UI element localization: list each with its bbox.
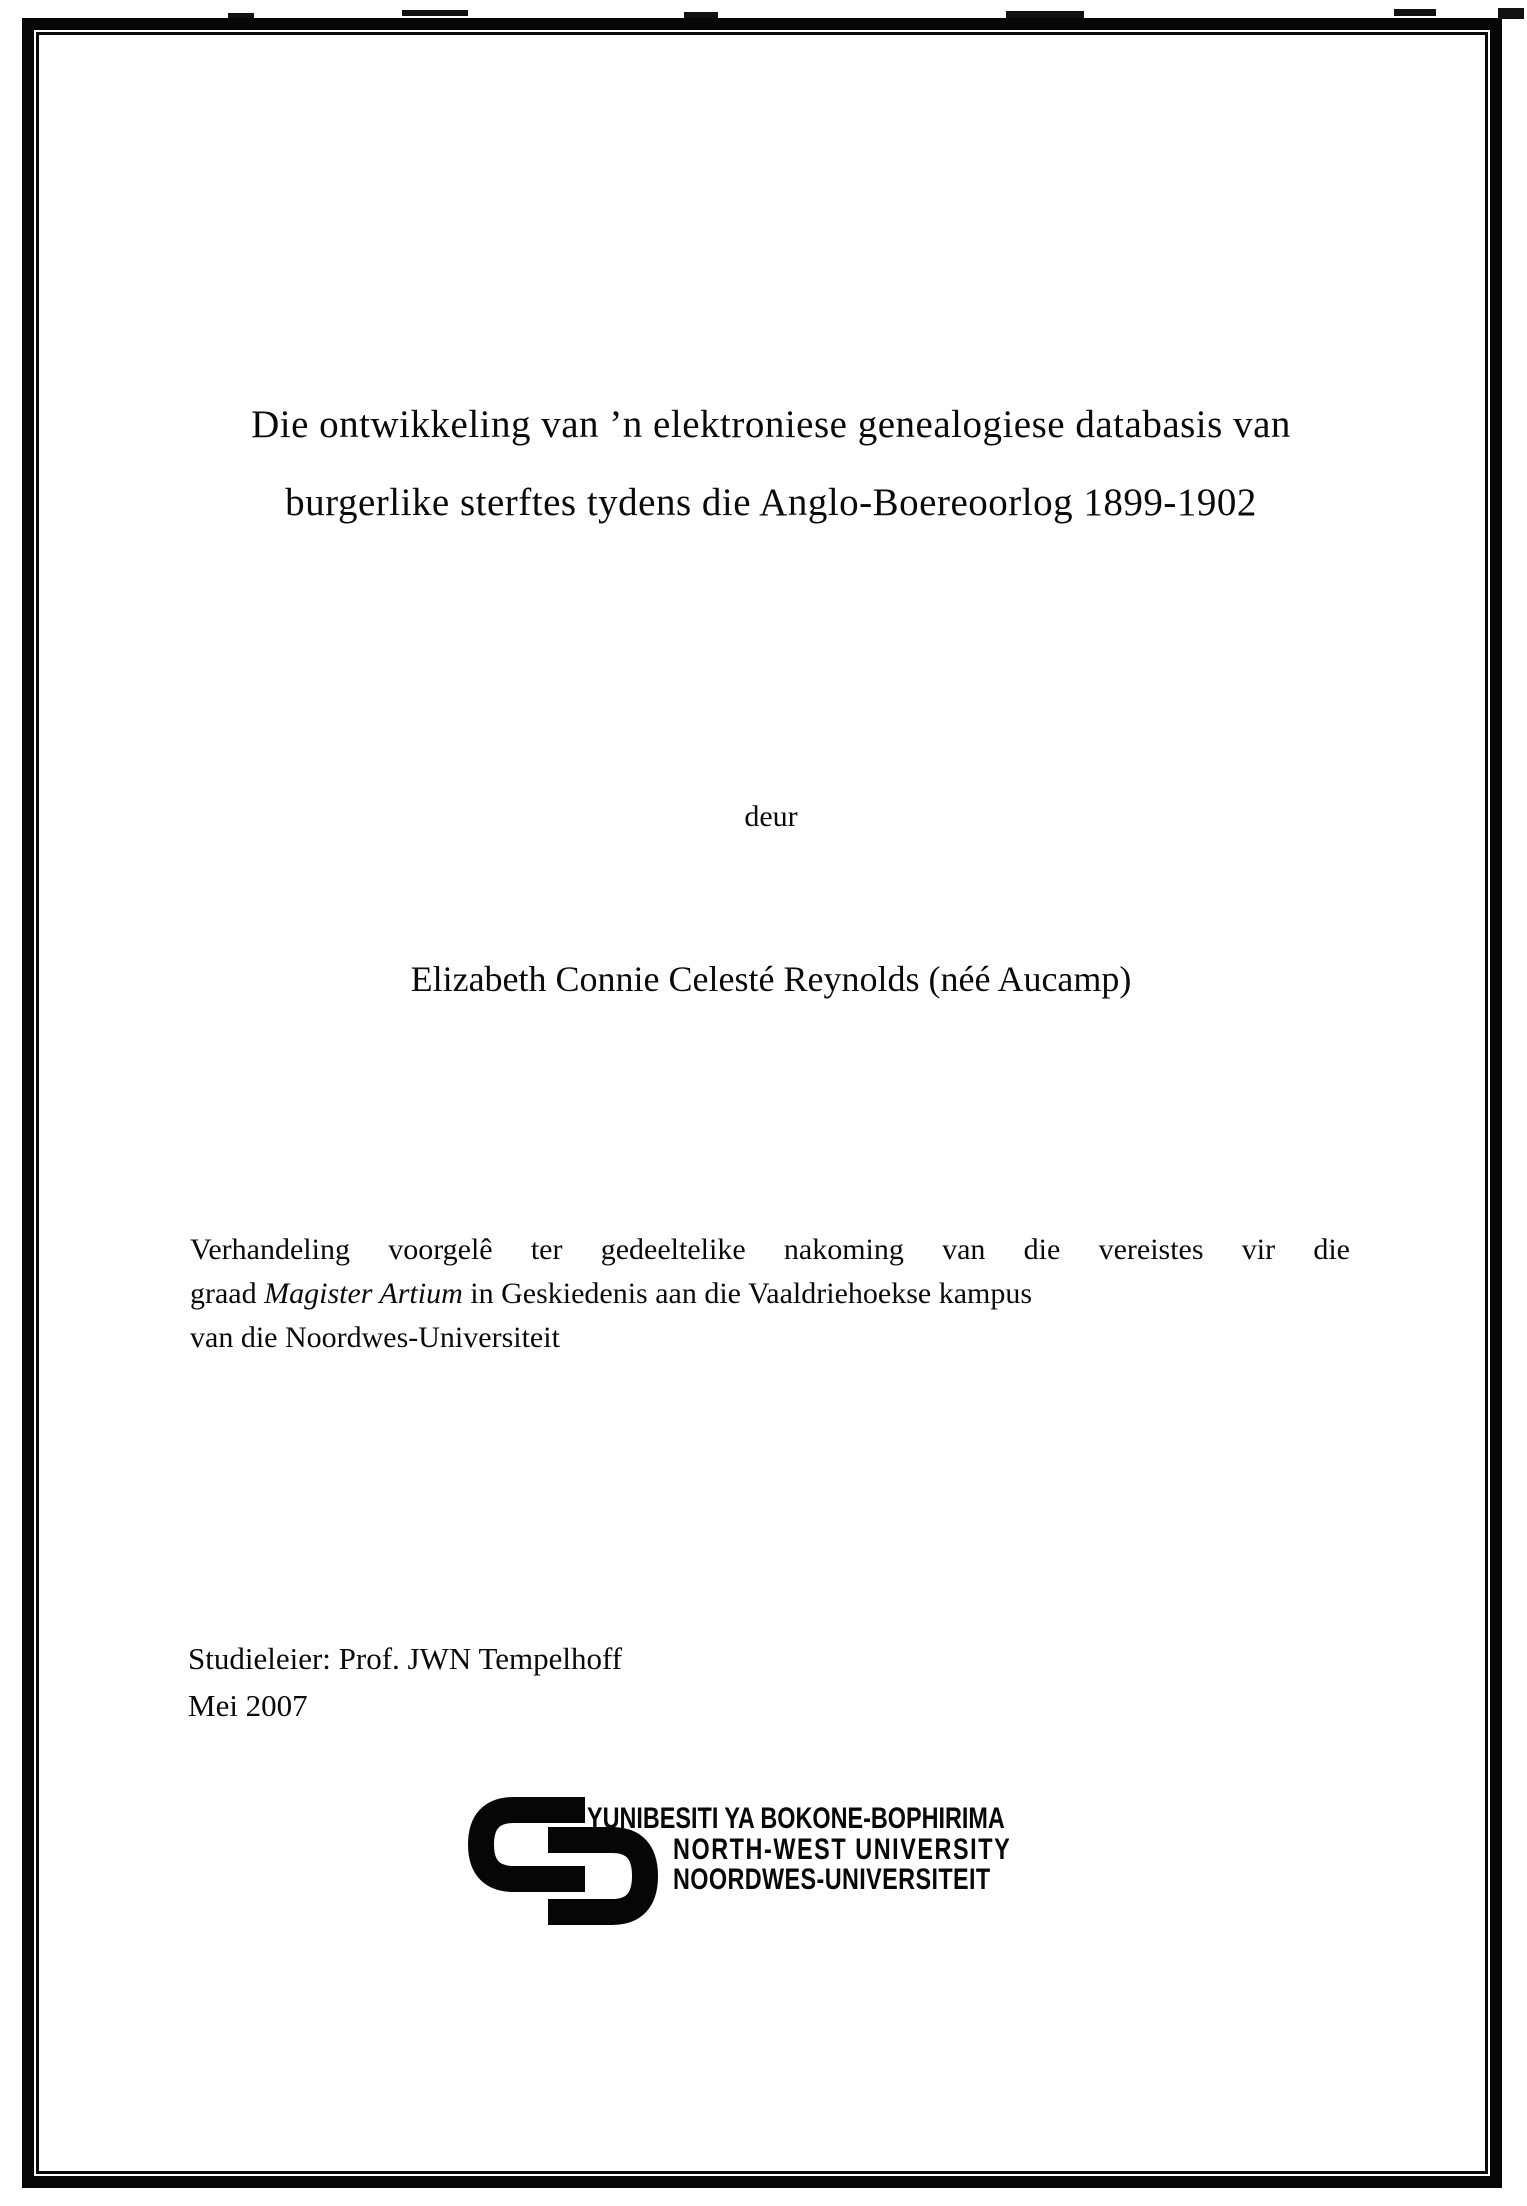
supervisor-line: Studieleier: Prof. JWN Tempelhoff bbox=[188, 1641, 623, 1676]
logo-text-afrikaans: NOORDWES-UNIVERSITEIT bbox=[673, 1863, 991, 1896]
scan-artifact bbox=[684, 12, 718, 18]
university-logo bbox=[468, 1797, 1088, 1937]
degree-statement-line2 bbox=[190, 1272, 1350, 1316]
thesis-title-line2: burgerlike sterftes tydens die Anglo-Boereoorlog 1899-1902 bbox=[285, 481, 1257, 524]
degree-statement-line1: Verhandeling voorgelê ter gedeeltelike nakoming van die vereistes vir die bbox=[190, 1233, 1350, 1266]
author-name: Elizabeth Connie Celesté Reynolds (néé Aucamp) bbox=[410, 959, 1132, 999]
degree-statement-line3: van die Noordwes-Universiteit bbox=[190, 1321, 560, 1354]
scan-artifact bbox=[228, 13, 254, 18]
scan-artifact bbox=[1498, 8, 1524, 19]
scan-artifact bbox=[1006, 11, 1084, 18]
logo-text-english: NORTH-WEST UNIVERSITY bbox=[673, 1833, 1012, 1866]
logo-text-setswana: YUNIBESITI YA BOKONE-BOPHIRIMA bbox=[587, 1802, 1005, 1835]
degree-statement bbox=[190, 1228, 1350, 1360]
degree-name-italic: Magister Artium bbox=[264, 1277, 463, 1310]
scan-artifact bbox=[1394, 9, 1436, 16]
thesis-title bbox=[190, 386, 1352, 542]
degree-statement-line2-suffix: in Geskiedenis aan die Vaaldriehoekse kampus bbox=[462, 1277, 1033, 1310]
byline: deur bbox=[744, 800, 798, 833]
scan-artifact bbox=[402, 10, 468, 16]
degree-statement-line2-prefix: graad bbox=[190, 1277, 265, 1310]
thesis-title-line1: Die ontwikkeling van ’n elektroniese genealogiese databasis van bbox=[251, 403, 1291, 446]
date-line: Mei 2007 bbox=[188, 1688, 308, 1723]
supervisor-block bbox=[188, 1635, 1088, 1729]
